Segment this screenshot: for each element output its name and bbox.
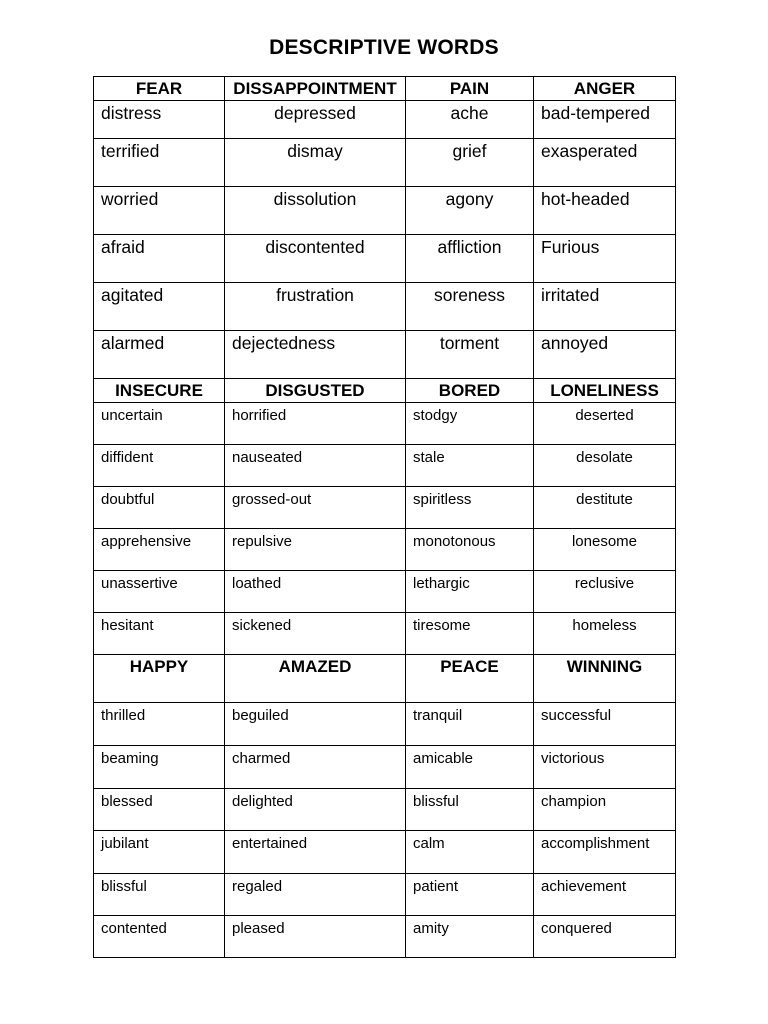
word-cell: successful	[534, 703, 676, 746]
word-cell: afraid	[94, 235, 225, 283]
table-row	[94, 403, 676, 445]
word-cell: charmed	[225, 746, 406, 789]
word-cell: nauseated	[225, 445, 406, 487]
word-cell: doubtful	[94, 487, 225, 529]
table-row	[94, 529, 676, 571]
table-row	[94, 283, 676, 331]
table-row	[94, 874, 676, 916]
column-header: PAIN	[406, 77, 534, 101]
section-header-row	[94, 655, 676, 703]
column-header: PEACE	[406, 655, 534, 703]
word-cell: jubilant	[94, 831, 225, 874]
word-cell: victorious	[534, 746, 676, 789]
word-cell: irritated	[534, 283, 676, 331]
word-cell: terrified	[94, 139, 225, 187]
table-row	[94, 613, 676, 655]
column-header: BORED	[406, 379, 534, 403]
word-cell: exasperated	[534, 139, 676, 187]
descriptive-words-table	[93, 76, 676, 958]
word-cell: stodgy	[406, 403, 534, 445]
word-cell: torment	[406, 331, 534, 379]
column-header: LONELINESS	[534, 379, 676, 403]
word-cell: blissful	[406, 789, 534, 831]
word-cell: accomplishment	[534, 831, 676, 874]
word-cell: lonesome	[534, 529, 676, 571]
word-cell: pleased	[225, 916, 406, 958]
word-cell: amicable	[406, 746, 534, 789]
word-cell: destitute	[534, 487, 676, 529]
word-cell: blessed	[94, 789, 225, 831]
word-cell: delighted	[225, 789, 406, 831]
word-cell: calm	[406, 831, 534, 874]
word-cell: desolate	[534, 445, 676, 487]
word-cell: patient	[406, 874, 534, 916]
table-row	[94, 703, 676, 746]
word-cell: bad-tempered	[534, 101, 676, 139]
word-cell: champion	[534, 789, 676, 831]
column-header: AMAZED	[225, 655, 406, 703]
word-cell: alarmed	[94, 331, 225, 379]
word-cell: spiritless	[406, 487, 534, 529]
word-cell: soreness	[406, 283, 534, 331]
column-header: WINNING	[534, 655, 676, 703]
word-cell: homeless	[534, 613, 676, 655]
word-cell: ache	[406, 101, 534, 139]
word-cell: worried	[94, 187, 225, 235]
word-cell: entertained	[225, 831, 406, 874]
word-cell: agitated	[94, 283, 225, 331]
table-row	[94, 331, 676, 379]
word-cell: achievement	[534, 874, 676, 916]
word-cell: sickened	[225, 613, 406, 655]
word-cell: agony	[406, 187, 534, 235]
word-cell: lethargic	[406, 571, 534, 613]
word-cell: tiresome	[406, 613, 534, 655]
word-cell: dejectedness	[225, 331, 406, 379]
table-row	[94, 487, 676, 529]
table-row	[94, 445, 676, 487]
column-header: DISSAPPOINTMENT	[225, 77, 406, 101]
column-header: HAPPY	[94, 655, 225, 703]
word-cell: beaming	[94, 746, 225, 789]
word-cell: diffident	[94, 445, 225, 487]
word-cell: frustration	[225, 283, 406, 331]
word-cell: tranquil	[406, 703, 534, 746]
word-cell: horrified	[225, 403, 406, 445]
table-row	[94, 139, 676, 187]
word-cell: uncertain	[94, 403, 225, 445]
word-cell: amity	[406, 916, 534, 958]
word-cell: hot-headed	[534, 187, 676, 235]
word-cell: monotonous	[406, 529, 534, 571]
table-row	[94, 187, 676, 235]
word-cell: affliction	[406, 235, 534, 283]
table-row	[94, 789, 676, 831]
word-cell: deserted	[534, 403, 676, 445]
word-cell: repulsive	[225, 529, 406, 571]
section-header-row	[94, 77, 676, 101]
section-header-row	[94, 379, 676, 403]
column-header: INSECURE	[94, 379, 225, 403]
word-cell: beguiled	[225, 703, 406, 746]
word-cell: hesitant	[94, 613, 225, 655]
word-cell: apprehensive	[94, 529, 225, 571]
word-cell: distress	[94, 101, 225, 139]
word-cell: annoyed	[534, 331, 676, 379]
column-header: FEAR	[94, 77, 225, 101]
column-header: ANGER	[534, 77, 676, 101]
table-row	[94, 101, 676, 139]
table-row	[94, 831, 676, 874]
word-cell: dissolution	[225, 187, 406, 235]
word-cell: blissful	[94, 874, 225, 916]
word-cell: depressed	[225, 101, 406, 139]
word-cell: conquered	[534, 916, 676, 958]
page-title: DESCRIPTIVE WORDS	[269, 36, 499, 59]
word-cell: stale	[406, 445, 534, 487]
word-cell: reclusive	[534, 571, 676, 613]
table-row	[94, 916, 676, 958]
table-row	[94, 746, 676, 789]
word-cell: discontented	[225, 235, 406, 283]
word-cell: loathed	[225, 571, 406, 613]
word-cell: grief	[406, 139, 534, 187]
word-cell: dismay	[225, 139, 406, 187]
word-cell: unassertive	[94, 571, 225, 613]
table-row	[94, 235, 676, 283]
word-cell: contented	[94, 916, 225, 958]
word-cell: regaled	[225, 874, 406, 916]
word-cell: grossed-out	[225, 487, 406, 529]
word-cell: thrilled	[94, 703, 225, 746]
column-header: DISGUSTED	[225, 379, 406, 403]
word-cell: Furious	[534, 235, 676, 283]
table-row	[94, 571, 676, 613]
